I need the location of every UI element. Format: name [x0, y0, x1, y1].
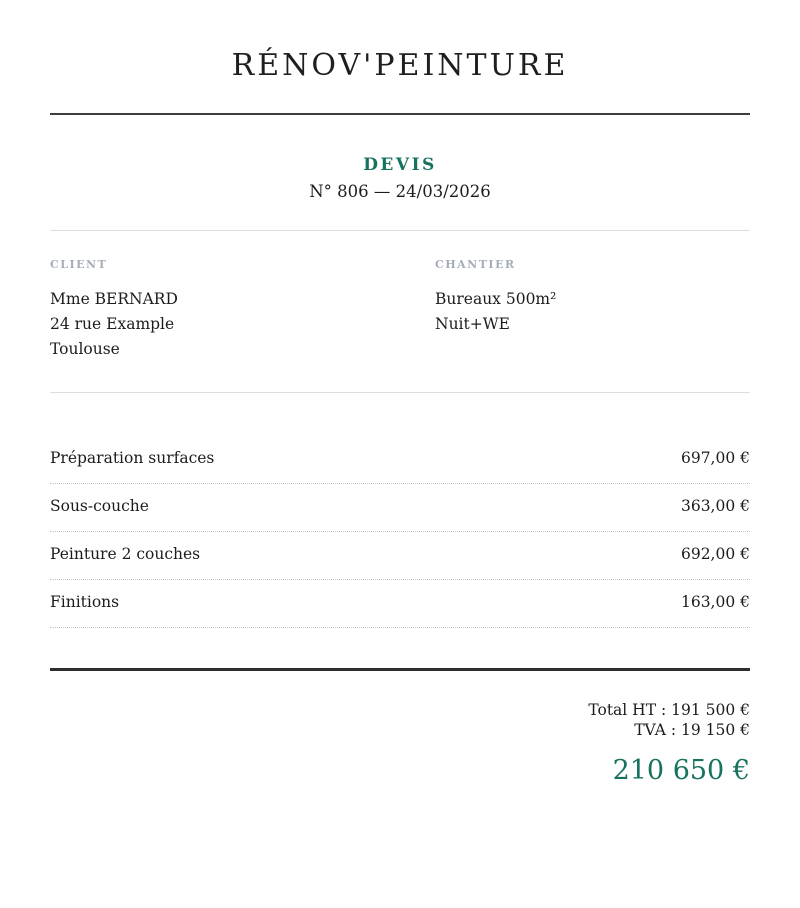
client-name: Mme BERNARD [50, 290, 178, 308]
header-divider [50, 113, 750, 115]
item-amount: 697,00 € [680, 449, 750, 467]
chantier-section [435, 258, 750, 362]
parties-section [50, 258, 750, 362]
chantier-description: Bureaux 500m² [435, 290, 557, 308]
item-label: Peinture 2 couches [50, 545, 201, 563]
doc-header-divider [50, 230, 750, 231]
totals-divider [50, 668, 750, 671]
total-tva: TVA : 19 150 € [634, 720, 750, 739]
chantier-schedule: Nuit+WE [435, 315, 510, 333]
client-section [50, 258, 435, 362]
totals-section [50, 701, 750, 740]
client-address: 24 rue Example [50, 315, 175, 333]
parties-divider [50, 392, 750, 393]
item-label: Finitions [50, 593, 120, 611]
grand-total: 210 650 € [612, 755, 750, 786]
client-city: Toulouse [50, 340, 120, 358]
chantier-label: CHANTIER [435, 258, 516, 271]
client-label: CLIENT [50, 258, 108, 271]
item-label: Préparation surfaces [50, 449, 215, 467]
line-item-row [50, 532, 750, 580]
doc-header [50, 155, 750, 201]
line-item-row [50, 484, 750, 532]
item-amount: 692,00 € [680, 545, 750, 563]
company-title: RÉNOV'PEINTURE [231, 48, 569, 83]
item-amount: 163,00 € [680, 593, 750, 611]
total-ht: Total HT : 191 500 € [588, 701, 750, 719]
doc-type-label: DEVIS [363, 155, 437, 175]
item-label: Sous-couche [50, 497, 149, 515]
doc-number: N° 806 — 24/03/2026 [309, 182, 491, 201]
line-items [50, 436, 750, 628]
item-amount: 363,00 € [680, 497, 750, 515]
line-item-row [50, 436, 750, 484]
line-item-row [50, 580, 750, 628]
